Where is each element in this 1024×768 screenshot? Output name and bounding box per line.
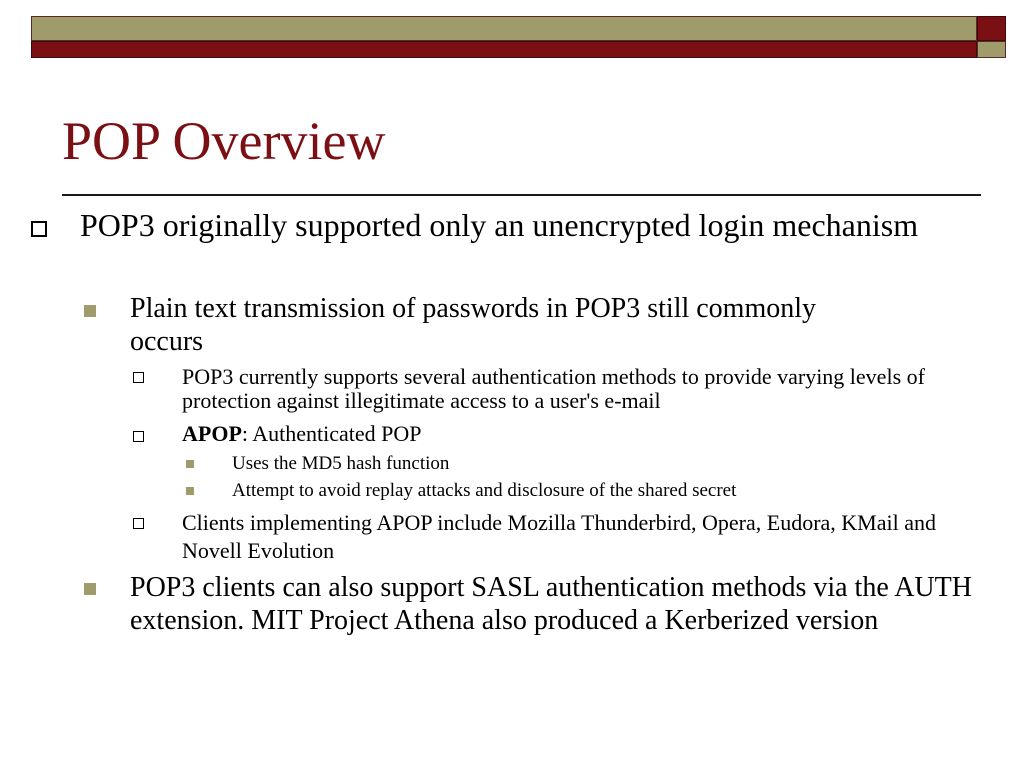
apop-description: : Authenticated POP [241,421,422,446]
bullet-level4: Uses the MD5 hash function [232,453,450,474]
bullet-level2: POP3 clients can also support SASL authentication methods via the AUTH extension. MIT Project Athena also produced a Kerberized version [130,572,972,636]
bullet-level3: Clients implementing APOP include Mozilla Thunderbird, Opera, Eudora, KMail and Novell Evolution [182,510,936,563]
banner-olive-bar [31,16,977,41]
hollow-square-bullet-icon [133,372,144,383]
solid-square-bullet-icon [84,583,96,595]
solid-square-bullet-icon [186,460,194,468]
slide-title: POP Overview [62,111,386,171]
hollow-square-bullet-icon [31,221,47,237]
banner-olive-square [977,41,1006,58]
banner-maroon-square [977,16,1006,41]
bullet-level4: Attempt to avoid replay attacks and disclosure of the shared secret [232,480,737,501]
banner-maroon-bar [31,41,977,58]
bullet-level1: POP3 originally supported only an unencrypted login mechanism [80,207,919,243]
bullet-level2: Plain text transmission of passwords in POP3 still commonly occurs [130,293,817,357]
hollow-square-bullet-icon [133,431,144,442]
bullet-level3-apop [182,421,962,447]
solid-square-bullet-icon [186,487,194,495]
title-divider [62,194,981,196]
solid-square-bullet-icon [84,305,96,317]
hollow-square-bullet-icon [133,518,144,529]
bullet-level3: POP3 currently supports several authentication methods to provide varying levels of protection against illegitimate access to a user's e-mail [182,364,925,413]
header-banner [31,16,1006,59]
apop-term: APOP [182,421,242,446]
